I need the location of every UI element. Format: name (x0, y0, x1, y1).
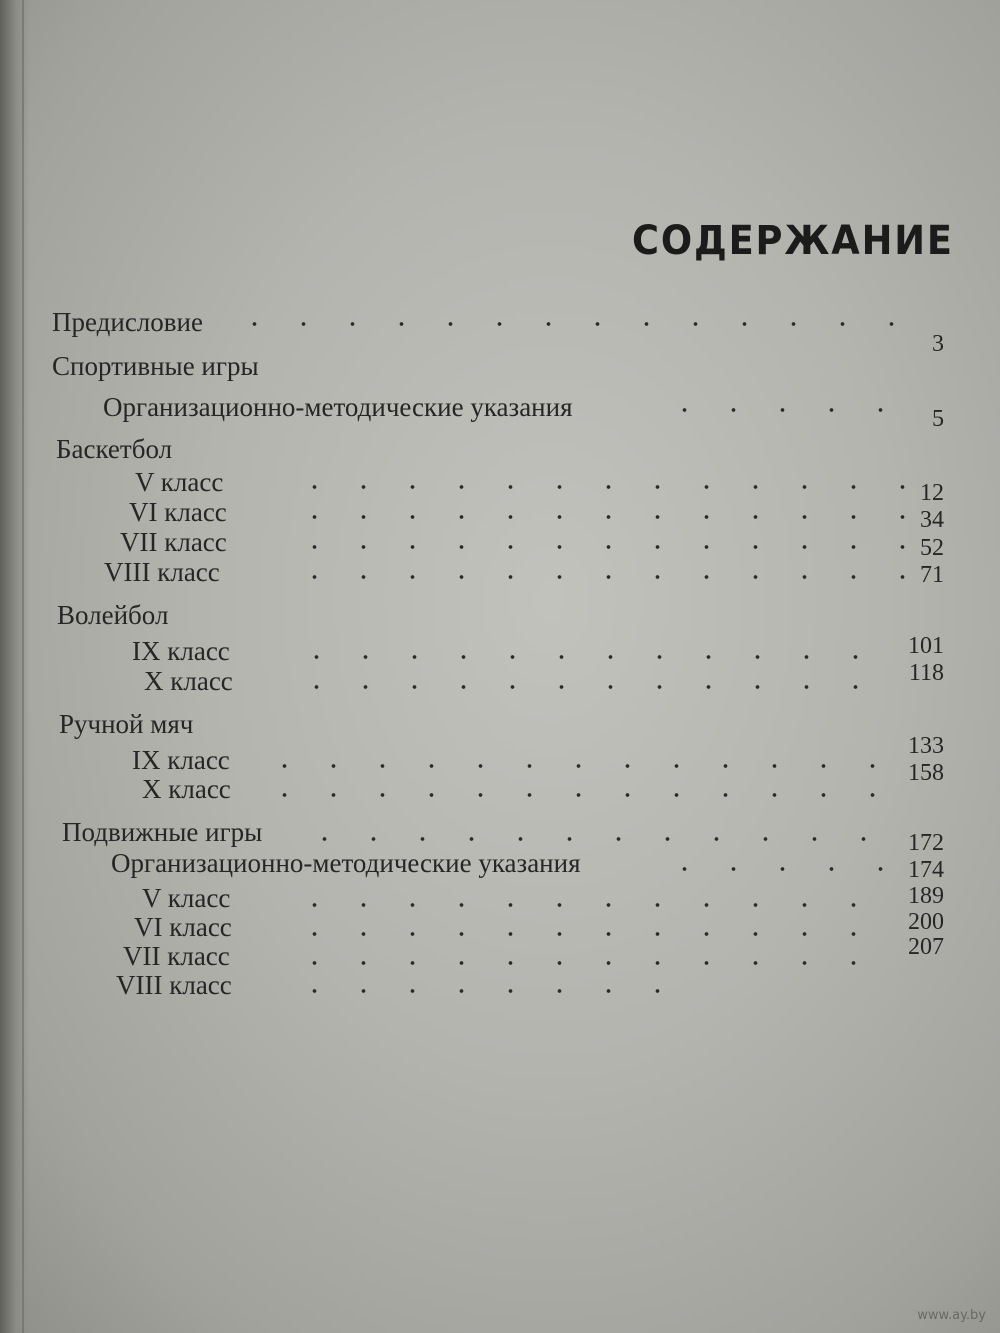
page-edge (22, 0, 24, 1333)
toc-page-number: 3 (932, 331, 944, 357)
toc-entry-grade: VIII класс (116, 970, 232, 1000)
toc-entry-grade: V класс (142, 883, 231, 913)
toc-page-number: 200 (908, 909, 944, 935)
toc-entry-grade: IX класс (132, 745, 230, 775)
toc-entry-guidelines: Организационно-методические указания (111, 848, 581, 878)
page-title: СОДЕРЖАНИЕ (632, 218, 954, 264)
toc-page-number: 172 (908, 830, 944, 856)
toc-leader-dots (660, 407, 900, 413)
toc-page-number: 12 (920, 480, 944, 506)
toc-leader-dots (230, 321, 900, 327)
toc-leader-dots (290, 988, 690, 994)
toc-entry-grade: V класс (135, 467, 224, 497)
toc-leader-dots (290, 902, 900, 908)
toc-entry-grade: VII класс (120, 527, 227, 557)
page-fold-shadow (0, 0, 30, 1333)
toc-page-number: 101 (908, 633, 944, 659)
toc-section-volleyball: Волейбол (57, 600, 169, 630)
toc-entry-grade: IX класс (132, 636, 230, 666)
toc-entry-grade: VI класс (129, 497, 227, 527)
toc-page-number: 207 (908, 934, 944, 960)
watermark: www.ay.by (917, 1308, 986, 1323)
toc-page-number: 174 (908, 857, 944, 883)
toc-page-number: 118 (908, 660, 944, 686)
toc-leader-dots (290, 514, 910, 520)
toc-leader-dots (290, 484, 910, 490)
toc-page-number: 71 (920, 562, 944, 588)
toc-page-number: 189 (908, 883, 944, 909)
toc-leader-dots (260, 763, 900, 769)
toc-entry-grade: VI класс (134, 912, 232, 942)
toc-leader-dots (300, 836, 900, 842)
toc-page-number: 158 (908, 760, 944, 786)
toc-page-number: 34 (920, 507, 944, 533)
toc-leader-dots (292, 684, 892, 690)
toc-page-number: 52 (920, 535, 944, 561)
toc-leader-dots (260, 792, 900, 798)
toc-leader-dots (660, 866, 900, 872)
toc-section-outdoor-games: Подвижные игры (62, 817, 263, 847)
toc-section-sport-games: Спортивные игры (52, 351, 259, 381)
toc-entry-grade: X класс (142, 774, 231, 804)
toc-section-handball: Ручной мяч (59, 709, 194, 739)
toc-leader-dots (290, 931, 900, 937)
toc-entry-grade: VII класс (123, 941, 230, 971)
toc-leader-dots (290, 960, 900, 966)
toc-entry-guidelines: Организационно-методические указания (103, 392, 573, 422)
toc-entry-preface: Предисловие (52, 307, 203, 337)
toc-section-basketball: Баскетбол (56, 434, 173, 464)
toc-leader-dots (290, 574, 910, 580)
toc-entry-grade: VIII класс (104, 557, 220, 587)
toc-entry-grade: X класс (144, 666, 233, 696)
toc-page-number: 5 (932, 406, 944, 432)
toc-leader-dots (292, 654, 892, 660)
toc-page-number: 133 (908, 733, 944, 759)
toc-leader-dots (290, 544, 910, 550)
